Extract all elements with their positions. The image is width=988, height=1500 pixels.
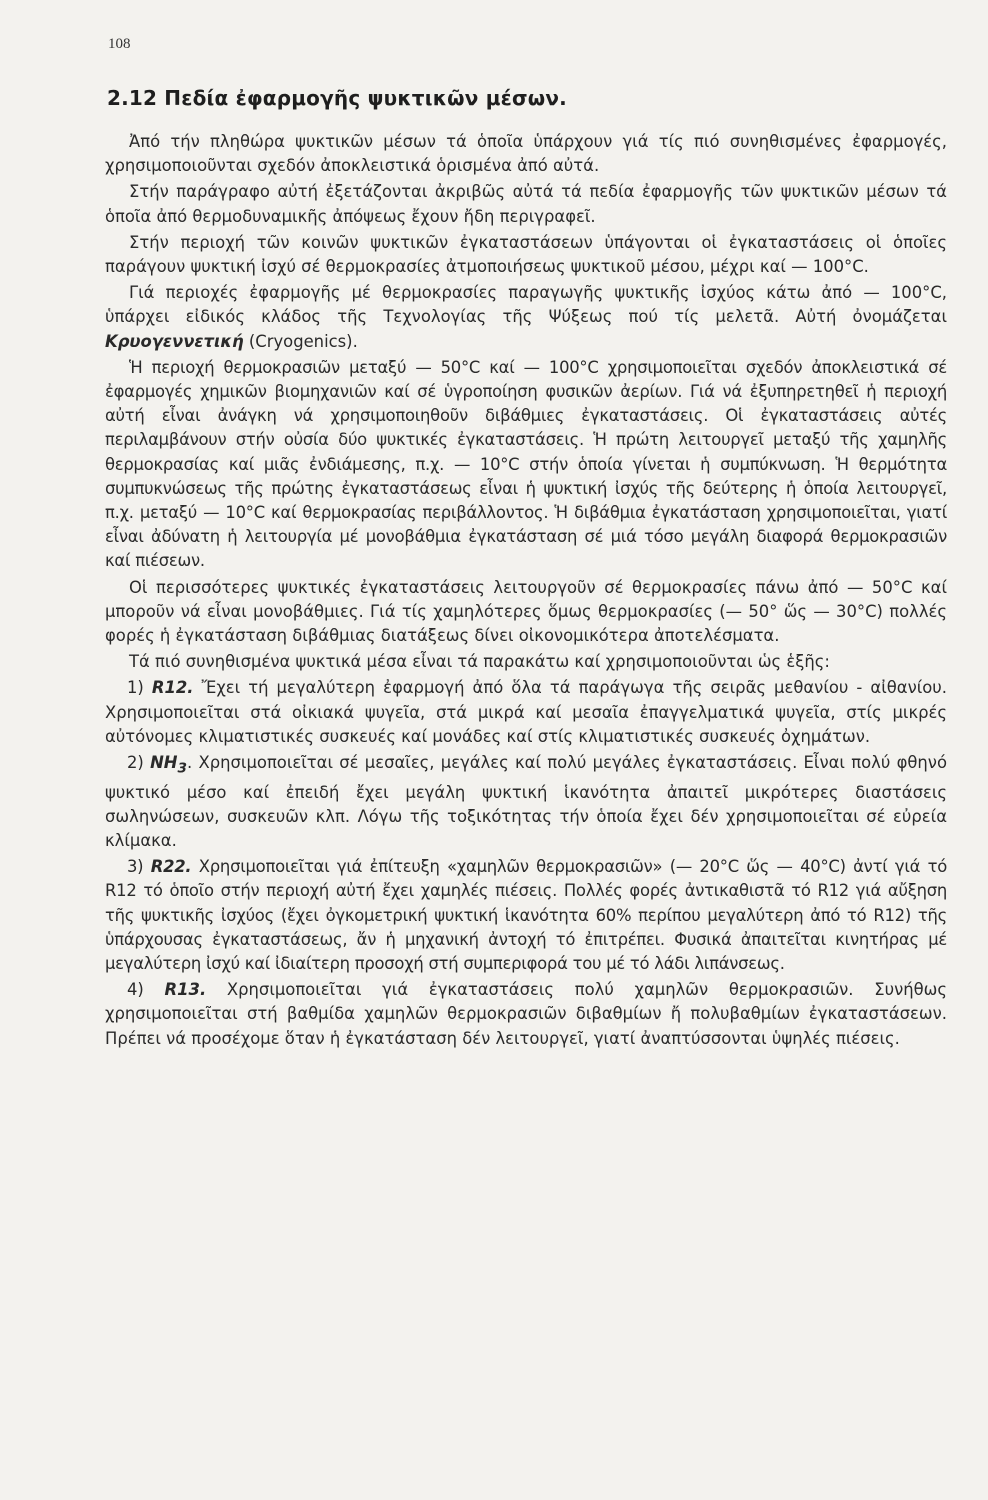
paragraph-2: Στήν παράγραφο αὐτή ἐξετάζονται ἀκριβῶς αὐτά τά πεδία ἐφαρμογῆς τῶν ψυκτικῶν μέσων τά ὁποῖα ἀπό θερμοδυναμικῆς ἀπόψεως ἔχουν ἤδη περιγραφεῖ.	[105, 182, 947, 226]
list-item-r12	[105, 676, 947, 749]
list-item-r22	[105, 855, 947, 976]
cryogenics-term: Κρυογεννετική	[105, 331, 244, 351]
refrigerant-name: NH	[150, 753, 178, 773]
item-number: 3)	[127, 857, 151, 877]
item-text: Χρησιμοποιεῖται γιά ἐπίτευξη «χαμηλῶν θερμοκρασιῶν» (— 20°C ὥς — 40°C) ἀντί γιά τό R12 τό ὁποῖο στήν περιοχή αὐτή ἔχει χαμηλές πιέσεις. Πολλές φορές ἀντικαθιστᾶ τό R12 γιά αὔξηση τῆς ψυκτικῆς ἰσχύος (ἔχει ὀγκομετρική ψυκτική ἱκανότητα 60% περίπου μεγαλύτερη ἀπό τό R12) τῆς ὑπάρχουσας ἐγκαταστάσεως, ἄν ἡ μηχανική ἀντοχή τό ἐπιτρέπει. Φυσικά ἀπαιτεῖται κινητήρας μέ μεγαλύτερη ἰσχύ καί ἰδιαίτερη προσοχή στή συμπεριφορά του μέ τό λάδι λιπάνσεως.	[105, 857, 947, 973]
item-number: 1)	[127, 678, 152, 698]
paragraph-5: Ἡ περιοχή θερμοκρασιῶν μεταξύ — 50°C καί — 100°C χρησιμοποιεῖται σχεδόν ἀποκλειστικά σέ ἐφαρμογές χημικῶν βιομηχανιῶν καί σέ ὑγροποίηση φυσικῶν ἀερίων. Γιά νά ἐξυπηρετηθεῖ ἡ περιοχή αὐτή εἶναι ἀνάγκη νά χρησιμοποιηθοῦν διβάθμιες ἐγκαταστάσεις. Οἱ ἐγκαταστάσεις αὐτές περιλαμβάνουν στήν οὐσία δύο ψυκτικές ἐγκαταστάσεις. Ἡ πρώτη λειτουργεῖ μεταξύ τῆς χαμηλῆς θερμοκρασίας καί μιᾶς ἐνδιάμεσης, π.χ. — 10°C στήν ὁποία γίνεται ἡ συμπύκνωση. Ἡ θερμότητα συμπυκνώσεως τῆς πρώτης ἐγκαταστάσεως εἶναι ἡ ψυκτική ἰσχύς τῆς δεύτερης ἡ ὁποία λειτουργεῖ, π.χ. μεταξύ — 10°C καί θερμοκρασίας περιβάλλοντος. Ἡ διβάθμια ἐγκατάσταση χρησιμοποιεῖται, γιατί εἶναι ἀδύνατη ἡ λειτουργία μέ μονοβάθμια ἐγκατάσταση σέ μιά τόσο μεγάλη διαφορά θερμοκρασιῶν καί πιέσεων.	[105, 357, 947, 571]
paragraph-1: Ἀπό τήν πληθώρα ψυκτικῶν μέσων τά ὁποῖα ὑπάρχουν γιά τίς πιό συνηθισμένες ἐφαρμογές, χρησιμοποιοῦνται σχεδόν ἀποκλειστικά ὁρισμένα ἀπό αὐτά.	[105, 132, 947, 176]
paragraph-7: Τά πιό συνηθισμένα ψυκτικά μέσα εἶναι τά παρακάτω καί χρησιμοποιοῦνται ὡς ἑξῆς:	[129, 652, 830, 672]
page-number: 108	[108, 36, 131, 52]
refrigerant-name: R12.	[151, 678, 194, 698]
paragraph-4-tail: (Cryogenics).	[243, 331, 358, 351]
refrigerant-subscript: 3	[177, 760, 188, 777]
body-text	[105, 130, 947, 1053]
section-title: 2.12 Πεδία ἐφαρμογῆς ψυκτικῶν μέσων.	[107, 86, 567, 110]
item-number: 4)	[127, 980, 165, 1000]
item-text: Ἔχει τή μεγαλύτερη ἐφαρμογή ἀπό ὅλα τά παράγωγα τῆς σειρᾶς μεθανίου - αἰθανίου. Χρησιμοποιεῖται στά οἰκιακά ψυγεῖα, στά μικρά καί μεσαῖα ἐπαγγελματικά ψυγεῖα, στίς μικρές αὐτόνομες κλιματιστικές συσκευές καί μονάδες καί στίς κλιματιστικές συσκευές ὀχημάτων.	[105, 678, 947, 746]
refrigerant-name: R13.	[164, 980, 207, 1000]
item-text: . Χρησιμοποιεῖται σέ μεσαῖες, μεγάλες καί πολύ μεγάλες ἐγκαταστάσεις. Εἶναι πολύ φθηνό ψυκτικό μέσο καί ἐπειδή ἔχει μεγάλη ψυκτική ἱκανότητα ἀπαιτεῖ μικρότερες διαστάσεις σωληνώσεων, συσκευῶν κλπ. Λόγω τῆς τοξικότητας τήν ὁποία ἔχει δέν χρησιμοποιεῖται σέ εὐρεία κλίμακα.	[105, 753, 947, 850]
list-item-r13	[105, 978, 947, 1051]
item-number: 2)	[127, 753, 151, 773]
paragraph-4	[105, 281, 947, 354]
paragraph-4-text: Γιά περιοχές ἐφαρμογῆς μέ θερμοκρασίες παραγωγῆς ψυκτικῆς ἰσχύος κάτω ἀπό — 100°C, ὑπάρχει εἰδικός κλάδος τῆς Τεχνολογίας τῆς Ψύξεως πού τίς μελετᾶ. Αὐτή ὀνομάζεται	[105, 283, 947, 327]
paragraph-3: Στήν περιοχή τῶν κοινῶν ψυκτικῶν ἐγκαταστάσεων ὑπάγονται οἱ ἐγκαταστάσεις οἱ ὁποῖες παράγουν ψυκτική ἰσχύ σέ θερμοκρασίες ἀτμοποιήσεως ψυκτικοῦ μέσου, μέχρι καί — 100°C.	[105, 232, 947, 277]
paragraph-6: Οἱ περισσότερες ψυκτικές ἐγκαταστάσεις λειτουργοῦν σέ θερμοκρασίες πάνω ἀπό — 50°C καί μποροῦν νά εἶναι μονοβάθμιες. Γιά τίς χαμηλότερες ὅμως θερμοκρασίες (— 50° ὥς — 30°C) πολλές φορές ἡ ἐγκατάσταση διβάθμιας διατάξεως δίνει οἰκονομικότερα ἀποτελέσματα.	[105, 577, 947, 646]
list-item-nh3	[105, 751, 947, 853]
refrigerant-name: R22.	[150, 857, 192, 877]
item-text: Χρησιμοποιεῖται γιά ἐγκαταστάσεις πολύ χαμηλῶν θερμοκρασιῶν. Συνήθως χρησιμοποιεῖται στή βαθμίδα χαμηλῶν θερμοκρασιῶν διβαθμίων ἤ πολυβαθμίων ἐγκαταστάσεων. Πρέπει νά προσέχομε ὅταν ἡ ἐγκατάσταση δέν λειτουργεῖ, γιατί ἀναπτύσσονται ὑψηλές πιέσεις.	[105, 980, 947, 1048]
